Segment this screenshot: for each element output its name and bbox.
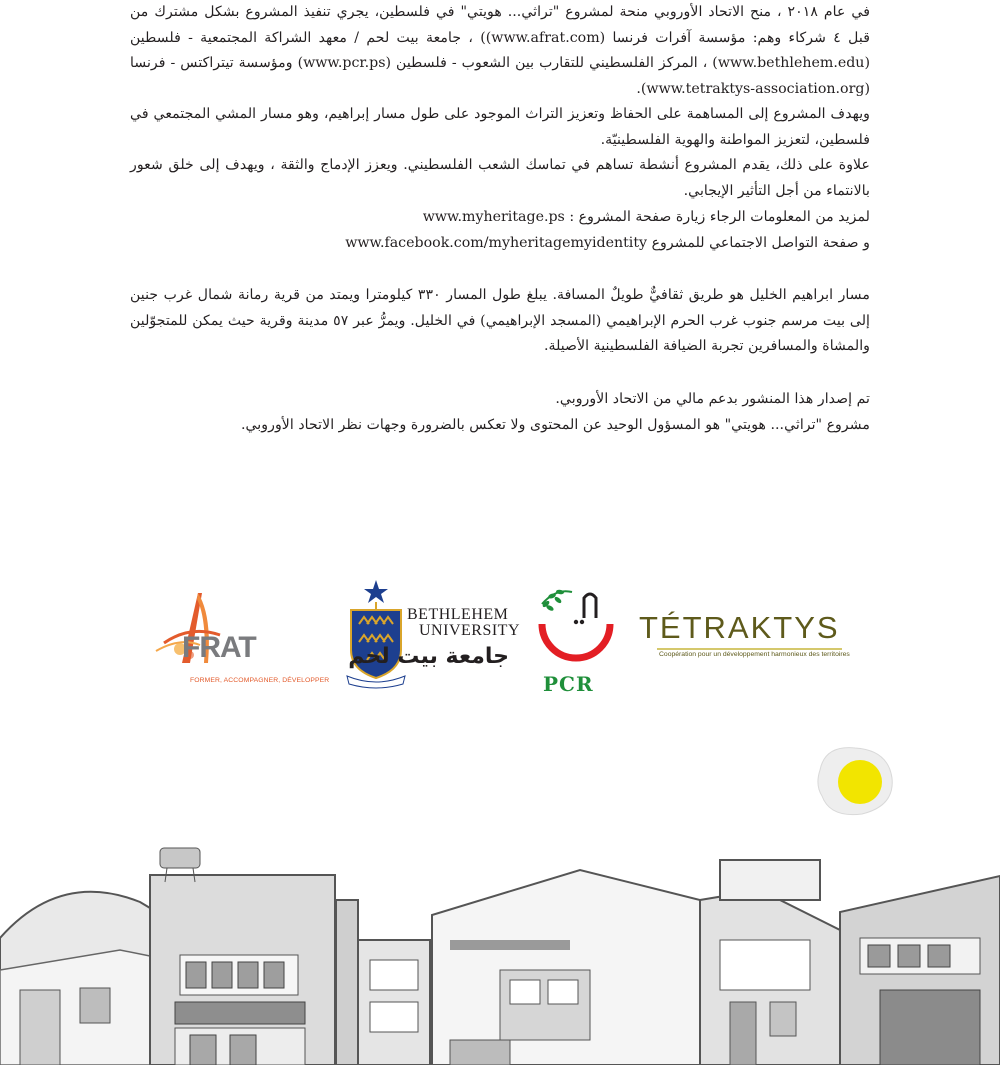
- bethlehem-name-line1: BETHLEHEM: [407, 606, 509, 623]
- intro-paragraph-partners: في عام ٢٠١٨ ، منح الاتحاد الأوروبي منحة لمشروع "تراثي... هويتي" في فلسطين، يجري تنفيذ المشروع بشكل مشترك من قبل ٤ شركاء وهم: مؤسسة آفرات فرنسا (www.afrat.com)) ، جامعة بيت لحم / معهد الشراكة المجتمعية - فلسطين (www.bethlehem.edu) ، المركز الفلسطيني للتقارب بين الشعوب - فلسطين (www.pcr.ps) ومؤسسة تيتراكتس - فرنسا (www.tetraktys-association.org).: [130, 4, 871, 97]
- pcr-name: PCR: [543, 672, 594, 696]
- info-line-facebook: [130, 231, 870, 257]
- pcr-symbol-icon: [532, 582, 622, 672]
- intro-section: [130, 0, 870, 204]
- eu-funding-line: تم إصدار هذا المنشور بدعم مالي من الاتحاد الأوروبي.: [555, 391, 870, 407]
- bethlehem-university-logo: [345, 580, 520, 690]
- partner-logos: [0, 570, 1000, 700]
- bethlehem-name-arabic: جامعة بيت لحم: [348, 644, 509, 669]
- facebook-link[interactable]: www.facebook.com/myheritagemyidentity: [345, 234, 648, 251]
- city-skyline-illustration: [0, 740, 1000, 1065]
- route-paragraph: مسار ابراهيم الخليل هو طريق ثقافيٌّ طويلٌ المسافة. يبلغ طول المسار ٣٣٠ كيلومترا ويمتد من قرية رمانة شمال غرب جنين إلى بيت مرسم جنوب غرب الحرم الإبراهيمي (المسجد الإبراهيمي) في الخليل. ويمرُّ عبر ٥٧ مدينة وقرية حيث يمكن للمتجوّلين والمشاة والمسافرين تجربة الضيافة الفلسطينية الأصيلة.: [130, 287, 870, 354]
- tetraktys-logo: [637, 610, 862, 670]
- intro-paragraph-impact: علاوة على ذلك، يقدم المشروع أنشطة تساهم في تماسك الشعب الفلسطيني. ويعزز الإدماج والثقة ، ويهدف إلى خلق شعور بالانتماء من أجل التأثير الإيجابي.: [130, 157, 870, 199]
- info-section: [130, 205, 870, 256]
- eu-disclaimer-section: [130, 387, 870, 438]
- tetraktys-name: TÉTRAKTYS: [639, 610, 840, 645]
- sun-icon: [818, 748, 892, 815]
- pcr-logo: [532, 582, 622, 694]
- bethlehem-crest-icon: [345, 580, 407, 690]
- afrat-tagline: FORMER, ACCOMPAGNER, DÉVELOPPER: [190, 677, 330, 684]
- route-section: [130, 283, 870, 360]
- info-line-website: [130, 205, 870, 231]
- info-facebook-label: و صفحة التواصل الاجتماعي للمشروع: [651, 234, 870, 251]
- website-link[interactable]: www.myheritage.ps: [422, 209, 565, 225]
- intro-paragraph-goal: ويهدف المشروع إلى المساهمة على الحفاظ وتعزيز التراث الموجود على طول مسار إبراهيم، وهو مسار المشي المجتمعي في فلسطين، لتعزيز المواطنة والهوية الفلسطينيّة.: [130, 106, 870, 148]
- afrat-logo: [150, 585, 330, 685]
- eu-disclaimer-line: مشروع "تراثي... هويتي" هو المسؤول الوحيد عن المحتوى ولا تعكس بالضرورة وجهات نظر الاتحاد الأوروبي.: [240, 416, 870, 433]
- info-website-label: لمزيد من المعلومات الرجاء زيارة صفحة المشروع :: [569, 209, 870, 225]
- tetraktys-tagline: Coopération pour un développement harmonieux des territoires: [659, 651, 850, 658]
- afrat-name: FRAT: [182, 631, 256, 664]
- bethlehem-name-line2: UNIVERSITY: [419, 622, 520, 639]
